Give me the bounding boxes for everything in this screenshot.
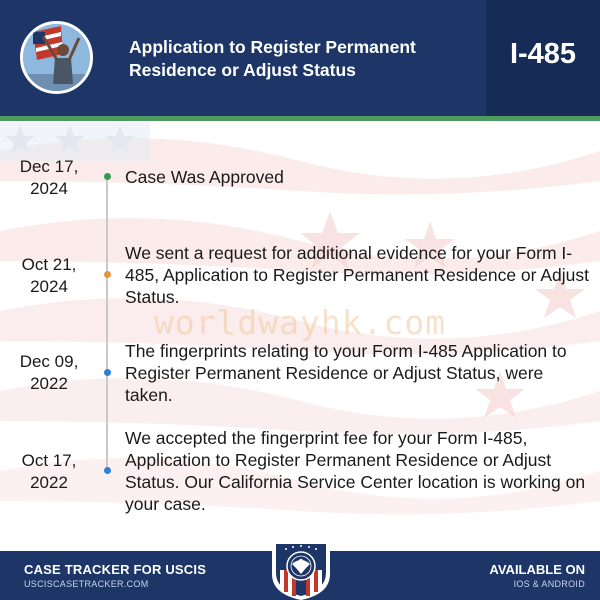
timeline-date — [8, 254, 90, 298]
footer-platforms: IOS & ANDROID — [513, 579, 585, 589]
date-month-day: Dec 17, — [19, 157, 79, 176]
timeline-event: We accepted the fingerprint fee for your Form I-485, Application to Register Permanent Residence or Adjust Status. Our California Service Center location is working on your case. — [125, 428, 586, 514]
date-year: 2024 — [30, 277, 68, 296]
timeline-line — [106, 176, 108, 472]
avatar — [20, 21, 93, 94]
timeline-date — [8, 450, 90, 494]
date-month-day: Oct 21, — [21, 255, 77, 274]
footer-website-link[interactable]: USCISCASETRACKER.COM — [24, 579, 149, 589]
status-dot-evidence — [104, 271, 111, 278]
date-month-day: Dec 09, — [19, 352, 79, 371]
page-title: Application to Register Permanent Residence or Adjust Status — [129, 37, 416, 80]
timeline-event: The fingerprints relating to your Form I-485 Application to Register Permanent Residence or Adjust Status, were taken. — [125, 341, 567, 405]
timeline-date — [8, 156, 90, 200]
footer-app-name: CASE TRACKER FOR USCIS — [24, 562, 207, 577]
status-dot-fingerprints — [104, 369, 111, 376]
watermark: worldwayhk.com — [153, 303, 447, 342]
timeline-event: We sent a request for additional evidence for your Form I-485, Application to Register Permanent Residence or Adjust Status. — [125, 243, 590, 307]
date-year: 2022 — [30, 473, 68, 492]
form-code: I-485 — [509, 38, 577, 70]
eagle-shield-icon — [268, 540, 334, 600]
date-year: 2022 — [30, 374, 68, 393]
footer-available-label: AVAILABLE ON — [489, 562, 585, 577]
date-year: 2024 — [30, 179, 68, 198]
status-dot-approved — [104, 173, 111, 180]
header-divider — [0, 116, 600, 121]
status-dot-fee — [104, 467, 111, 474]
timeline-event: Case Was Approved — [125, 167, 284, 187]
timeline-date — [8, 351, 90, 395]
date-month-day: Oct 17, — [21, 451, 77, 470]
